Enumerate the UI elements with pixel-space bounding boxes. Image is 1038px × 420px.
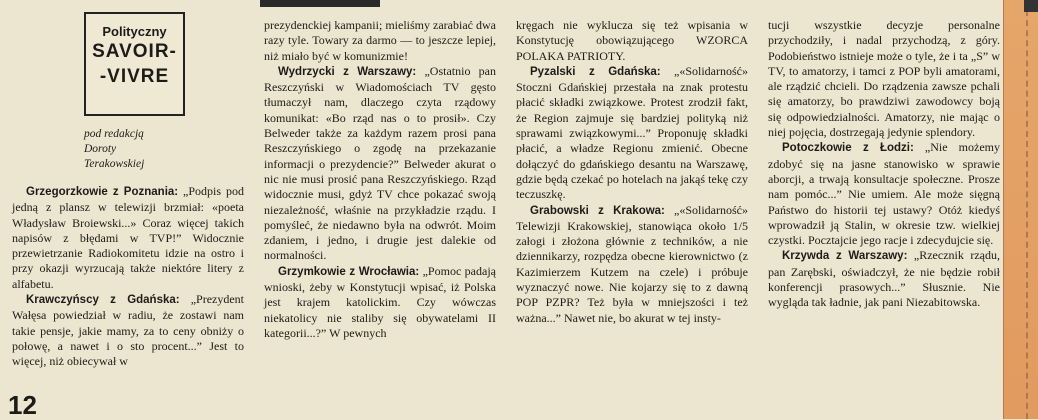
byline-line-3: Terakowskiej	[84, 158, 145, 170]
letter-text: „Rzecznik rządu, pan Zarębski, oświadczył, że nie będzie robił konferencji prasowych...” Słusznie. Nie wygląda tak ładnie, jak pani Niezabitowska.	[768, 248, 1000, 310]
continued-paragraph: tucji wszystkie decyzje personalne przychodziły, i nadal przychodzą, z góry. Podobieństwo istnieje może o tyle, że i ta „S” w TV, to amatorzy, i tamci z POP byli amatorami, ale rządzić chcieli. Do rządzenia zawsze pchali się amatorzy, bo prawdziwi zawodowcy boją się odpowiedzialności. Amatorzy, nie mając o niej pojęcia, dostrzegają jedynie splendory.	[768, 18, 1000, 140]
letter-author: Wydrzycki z Warszawy:	[278, 65, 417, 78]
right-margin-strip	[1003, 0, 1038, 419]
letter-text: „Podpis pod jedną z plansz w telewizji brzmiał: «poeta Władysław Broiewski...» Coraz więcej takich napisów z błędami w TVP!” Widocznie przewietrzanie Radiokomitetu idzie na ostro i przy okazji wyrzucają także niektóre litery z alfabetu.	[12, 184, 244, 291]
continued-paragraph: prezydenckiej kampanii; mieliśmy zarabiać dwa razy tyle. Towary za darmo — to jeszcze lepiej, niż miało być w komunizmie!	[264, 18, 496, 63]
letter-paragraph	[768, 248, 1000, 310]
cut-line	[1026, 0, 1028, 419]
letter-paragraph	[768, 140, 1000, 248]
title-kicker: Polityczny	[102, 24, 167, 39]
text-column-1	[12, 184, 244, 370]
text-column-3	[516, 18, 748, 326]
corner-block	[1024, 0, 1038, 12]
top-black-bar	[260, 0, 380, 7]
text-column-4	[768, 18, 1000, 311]
letter-text: „Pomoc padają wnioski, żeby w Konstytucji wpisać, iż Polska jest krajem katolickim. Czy wówczas niekatolicy nie staliby się obywatelami II kategorii...?” W pewnych	[264, 263, 496, 340]
letter-author: Krzywda z Warszawy:	[782, 250, 908, 263]
letter-text: „Nie możemy zdobyć się na jasne stanowisko w sprawie aborcji, a trwają konsultacje społeczne. Prosze nam pomóc...” Nie umiem. Ale może sięgną Państwo do historii tej ustawy? Otóż kiedyś wprowadził ją Stalin, w okresie tzw. wielkiej czystki. Pocztajcie jego racje i zdecydujcie się.	[768, 140, 1000, 248]
letter-author: Potoczkowie z Łodzi:	[782, 142, 914, 155]
letter-text: „Ostatnio pan Reszczyński w Wiadomościach TV gęsto tłumaczył nam, dlaczego czyta rządowy komunikat: «Bo rząd nas o to prosił». Czy Belweder także za każdym razem prosi pana Reszczyńskiego o zgodę na przekazanie informacji o prezydencie?” Belweder akurat o nic nie musi prosić pana Reszczyńskiego. Rząd widocznie musi, gdyż TV chce pokazać swoją niezależność, właśnie na przykładzie rządu. I pomyśleć, że niedawno była na odwrót. Moim zdaniem, i jedno, i drugie jest dalekie od normalności.	[264, 63, 496, 263]
letter-paragraph	[264, 64, 496, 264]
page-number: 12	[8, 390, 37, 420]
letter-author: Krawczyńscy z Gdańska:	[26, 294, 180, 307]
letter-paragraph	[516, 64, 748, 203]
letter-text: „Prezydent Wałęsa powiedział w radiu, że zostawi nam takie pensje, jakie mamy, za to ceny obniży o połowę, a nawet i o sto procent...” Jest to więcej, niż obiecywał w	[12, 292, 245, 369]
column-title-box	[84, 12, 185, 116]
title-line-2: -VIVRE	[99, 66, 170, 87]
letter-text: „«Solidarność» Telewizji Krakowskiej, stanowiąca około 1/5 załogi i złożona głównie z techników, a nie dziennikarzy, rozpędza obecne kierownictwo (z Kazimierzem Kutzem na czele) i próbuje wyznaczyć nowe. Nie kojarzy się to z dawną POP PZPR? Też była w mniejszości i też ważna...” Nawet nie, bo akurat w tej insty-	[516, 202, 748, 325]
letter-paragraph	[12, 184, 244, 292]
letter-author: Grzymkowie z Wrocławia:	[278, 265, 420, 278]
letter-author: Pyzalski z Gdańska:	[530, 65, 661, 78]
letter-paragraph	[264, 264, 496, 341]
text-column-2	[264, 18, 496, 341]
letter-text: „«Solidarność» Stoczni Gdańskiej przestała na znak protestu płacić składki związkowe. Protest zrodził fakt, że Region zajmuje się bardziej polityką niż sprawami związkowymi...” Proponuję składki płacić, a władze Regionu zmienić. Obecne dołączyć do gdańskiego desantu na Warszawę, gdzie będą czekać po hotelach na jakąś tekę czy teczuszkę.	[516, 63, 748, 202]
byline-line-1: pod redakcją	[84, 128, 144, 140]
letter-paragraph	[516, 203, 748, 326]
letter-paragraph	[12, 292, 244, 369]
byline	[84, 127, 194, 172]
letter-author: Grzegorzkowie z Poznania:	[26, 186, 179, 198]
byline-line-2: Doroty	[84, 143, 117, 155]
title-line-1: SAVOIR-	[92, 41, 177, 62]
continued-paragraph: kręgach nie wyklucza się też wpisania w Konstytucję obowiązującego WZORCA POLAKA PATRIOTY.	[516, 18, 748, 63]
letter-author: Grabowski z Krakowa:	[530, 204, 665, 217]
